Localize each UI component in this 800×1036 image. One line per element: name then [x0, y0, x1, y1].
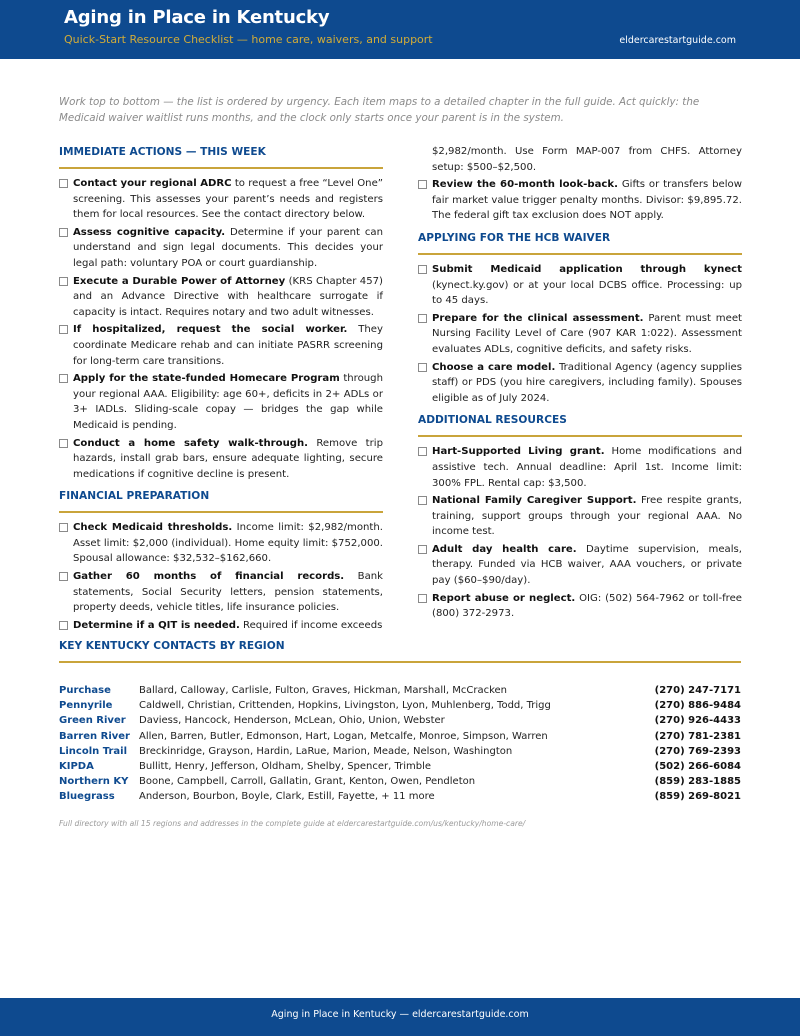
checklist-item	[59, 520, 383, 567]
item-text: Parent must meet Nursing Facility Level of Care (907 KAR 1:022). Assessment evaluates ADLs, cognitive deficits, and safety risks.	[432, 312, 743, 355]
checkbox[interactable]	[59, 374, 68, 383]
region-counties: Caldwell, Christian, Crittenden, Hopkins, Livingston, Lyon, Muhlenberg, Todd, Trigg	[139, 700, 551, 712]
page-footer	[0, 998, 800, 1036]
contact-row	[59, 683, 741, 698]
item-text: through your regional AAA. Eligibility: age 60+, deficits in 2+ ADLs or 3+ IADLs. Sliding-scale copay — bridges the gap while Medicaid is pending.	[73, 373, 383, 431]
item-title: Adult day health care.	[432, 543, 577, 555]
item-title: Check Medicaid thresholds.	[73, 522, 233, 534]
header-site-link[interactable]: eldercarestartguide.com	[619, 35, 736, 46]
item-text: Daytime supervision, meals, therapy. Funded via HCB waiver, AAA vouchers, or private pay ($60–$90/day).	[432, 543, 742, 587]
region-counties: Breckinridge, Grayson, Hardin, LaRue, Marion, Meade, Nelson, Washington	[139, 745, 513, 757]
section-divider	[59, 661, 741, 663]
region-phone: (270) 247-7171	[654, 685, 741, 697]
checkbox[interactable]	[59, 621, 68, 630]
item-text: They coordinate Medicare rehab and can initiate PASRR screening for long-term care transitions.	[73, 324, 383, 367]
footer-text: Aging in Place in Kentucky — eldercarestartguide.com	[271, 1009, 529, 1020]
checkbox[interactable]	[418, 363, 427, 372]
item-title: Review the 60-month look-back.	[432, 179, 618, 191]
item-title: Choose a care model.	[432, 361, 556, 373]
checklist-item	[418, 591, 742, 622]
region-counties: Anderson, Bourbon, Boyle, Clark, Estill, Fayette, + 11 more	[139, 791, 435, 803]
section-heading-financial: FINANCIAL PREPARATION	[59, 490, 210, 503]
item-title: Execute a Durable Power of Attorney	[73, 275, 286, 287]
checkbox[interactable]	[418, 180, 427, 189]
item-text: Gifts or transfers below fair market value trigger penalty months. Divisor: $9,895.72. The federal gift tax exclusion does NOT apply.	[432, 179, 742, 222]
item-title: Gather 60 months of financial records.	[73, 571, 345, 583]
intro-text: Work top to bottom — the list is ordered by urgency. Each item maps to a detailed chapter in the full guide. Act quickly: the Medicaid waiver waitlist runs months, and the clock only starts once your parent is in the system.	[59, 96, 700, 124]
item-title: Submit Medicaid application through kynect	[432, 263, 742, 275]
right-column	[418, 144, 742, 624]
checklist-item	[418, 493, 742, 540]
checkbox[interactable]	[418, 594, 427, 603]
item-title: Prepare for the clinical assessment.	[432, 312, 644, 324]
checkbox[interactable]	[59, 523, 68, 532]
contact-row	[59, 713, 741, 728]
checklist-item	[418, 311, 742, 358]
checklist-item	[59, 618, 383, 634]
region-name: Purchase	[59, 685, 111, 697]
checkbox[interactable]	[59, 228, 68, 237]
item-title: Contact your regional ADRC	[73, 178, 232, 189]
region-phone: (859) 269-8021	[654, 791, 741, 803]
region-counties: Bullitt, Henry, Jefferson, Oldham, Shelby, Spencer, Trimble	[139, 761, 432, 773]
checkbox[interactable]	[418, 447, 427, 456]
region-name: Bluegrass	[59, 791, 115, 803]
checkbox[interactable]	[418, 314, 427, 323]
item-title: Determine if a QIT is needed.	[73, 619, 240, 631]
contact-row	[59, 698, 741, 713]
item-text: Traditional Agency (agency supplies staff) or PDS (you hire caregivers, including family). Spouses eligible as of July 2024.	[432, 361, 742, 404]
item-title: Report abuse or neglect.	[432, 592, 576, 604]
region-counties: Boone, Campbell, Carroll, Gallatin, Grant, Kenton, Owen, Pendleton	[139, 776, 476, 788]
item-title: Conduct a home safety walk-through.	[73, 437, 308, 449]
page-header	[0, 0, 800, 59]
page-subtitle: Quick-Start Resource Checklist — home care, waivers, and support	[64, 33, 433, 46]
item-text: Income limit: $2,982/month. Asset limit: $2,000 (individual). Home equity limit: $752,000. Spousal allowance: $32,532–$162,660.	[73, 522, 383, 565]
region-phone: (502) 266-6084	[654, 761, 741, 773]
region-counties: Daviess, Hancock, Henderson, McLean, Ohio, Union, Webster	[139, 715, 445, 727]
item-text: (KRS Chapter 457) and an Advance Directive with healthcare surrogate if capacity is intact. Requires notary and two adult witnesses.	[73, 275, 383, 318]
checklist-item	[59, 569, 383, 616]
region-name: Green River	[59, 715, 126, 727]
region-phone: (270) 926-4433	[654, 715, 741, 727]
region-phone: (270) 769-2393	[654, 745, 741, 757]
section-divider	[59, 511, 383, 513]
region-name: Northern KY	[59, 776, 129, 788]
item-text: (kynect.ky.gov) or at your local DCBS office. Processing: up to 45 days.	[432, 279, 742, 307]
section-divider	[59, 167, 383, 169]
page-title: Aging in Place in Kentucky	[64, 7, 330, 28]
section-heading-hcb: APPLYING FOR THE HCB WAIVER	[418, 231, 611, 244]
contact-row	[59, 774, 741, 789]
checkbox[interactable]	[418, 496, 427, 505]
region-phone: (270) 886-9484	[654, 700, 741, 712]
section-divider	[418, 435, 742, 437]
item-continuation: $2,982/month. Use Form MAP-007 from CHFS. Attorney setup: $500–$2,500.	[432, 146, 742, 173]
item-text: Required if income exceeds	[239, 619, 383, 631]
checklist-item	[59, 225, 383, 272]
item-title: Apply for the state-funded Homecare Program	[73, 373, 340, 385]
item-title: If hospitalized, request the social worker.	[73, 324, 348, 336]
checklist-item	[418, 262, 742, 309]
section-divider	[418, 253, 742, 255]
region-phone: (270) 781-2381	[654, 730, 741, 742]
contact-row	[59, 789, 741, 804]
section-heading-additional: ADDITIONAL RESOURCES	[418, 414, 567, 427]
region-counties: Ballard, Calloway, Carlisle, Fulton, Graves, Hickman, Marshall, McCracken	[139, 685, 508, 697]
checklist-item	[418, 360, 742, 407]
left-column	[59, 144, 383, 635]
checklist-item	[418, 444, 742, 491]
item-title: Hart-Supported Living grant.	[432, 446, 605, 458]
checkbox[interactable]	[59, 439, 68, 448]
checklist-item	[418, 177, 742, 224]
item-title: Assess cognitive capacity.	[73, 226, 226, 238]
item-text: Remove trip hazards, install grab bars, ensure adequate lighting, secure medications if cognitive decline is present.	[73, 437, 383, 480]
checklist-item	[59, 176, 383, 223]
region-phone: (859) 283-1885	[654, 776, 741, 788]
section-heading-immediate: IMMEDIATE ACTIONS — THIS WEEK	[59, 146, 266, 158]
checklist-item	[418, 542, 742, 589]
item-text: Home modifications and assistive tech. Annual deadline: April 1st. Income limit: 300% FPL. Rental cap: $3,500.	[432, 446, 742, 489]
directory-footnote: Full directory with all 15 regions and addresses in the complete guide at eldercarestartguide.com/us/kentucky/home-care/	[59, 819, 526, 828]
checklist-item	[59, 322, 383, 369]
contact-row	[59, 759, 741, 774]
item-text: Bank statements, Social Security letters, pension statements, property deeds, vehicle titles, life insurance policies.	[73, 571, 384, 614]
region-name: Lincoln Trail	[59, 745, 128, 757]
checkbox[interactable]	[59, 277, 68, 286]
checklist-item	[59, 371, 383, 433]
item-text: to request a free “Level One” screening. This assesses your parent’s needs and registers them for local resources. See the contact directory below.	[73, 178, 384, 221]
item-text: OIG: (502) 564-7962 or toll-free (800) 372-2973.	[432, 592, 742, 620]
item-title: National Family Caregiver Support.	[432, 495, 637, 507]
region-name: Barren River	[59, 730, 130, 742]
checklist-item	[59, 436, 383, 483]
contact-row	[59, 744, 741, 759]
checkbox[interactable]	[418, 545, 427, 554]
checkbox[interactable]	[59, 325, 68, 334]
contacts-section	[59, 638, 741, 805]
section-heading-contacts: KEY KENTUCKY CONTACTS BY REGION	[59, 640, 285, 652]
checklist-item	[59, 274, 383, 321]
checkbox[interactable]	[59, 572, 68, 581]
contact-row	[59, 729, 741, 744]
checkbox[interactable]	[418, 265, 427, 274]
item-text: Determine if your parent can understand and sign legal documents. This decides your legal path: voluntary POA or court guardianship.	[73, 226, 383, 269]
item-text: Free respite grants, training, support groups through your regional AAA. No income test.	[432, 495, 743, 538]
checkbox[interactable]	[59, 179, 68, 188]
region-counties: Allen, Barren, Butler, Edmonson, Hart, Logan, Metcalfe, Monroe, Simpson, Warren	[139, 730, 548, 742]
region-name: Pennyrile	[59, 700, 113, 712]
region-name: KIPDA	[59, 761, 94, 773]
